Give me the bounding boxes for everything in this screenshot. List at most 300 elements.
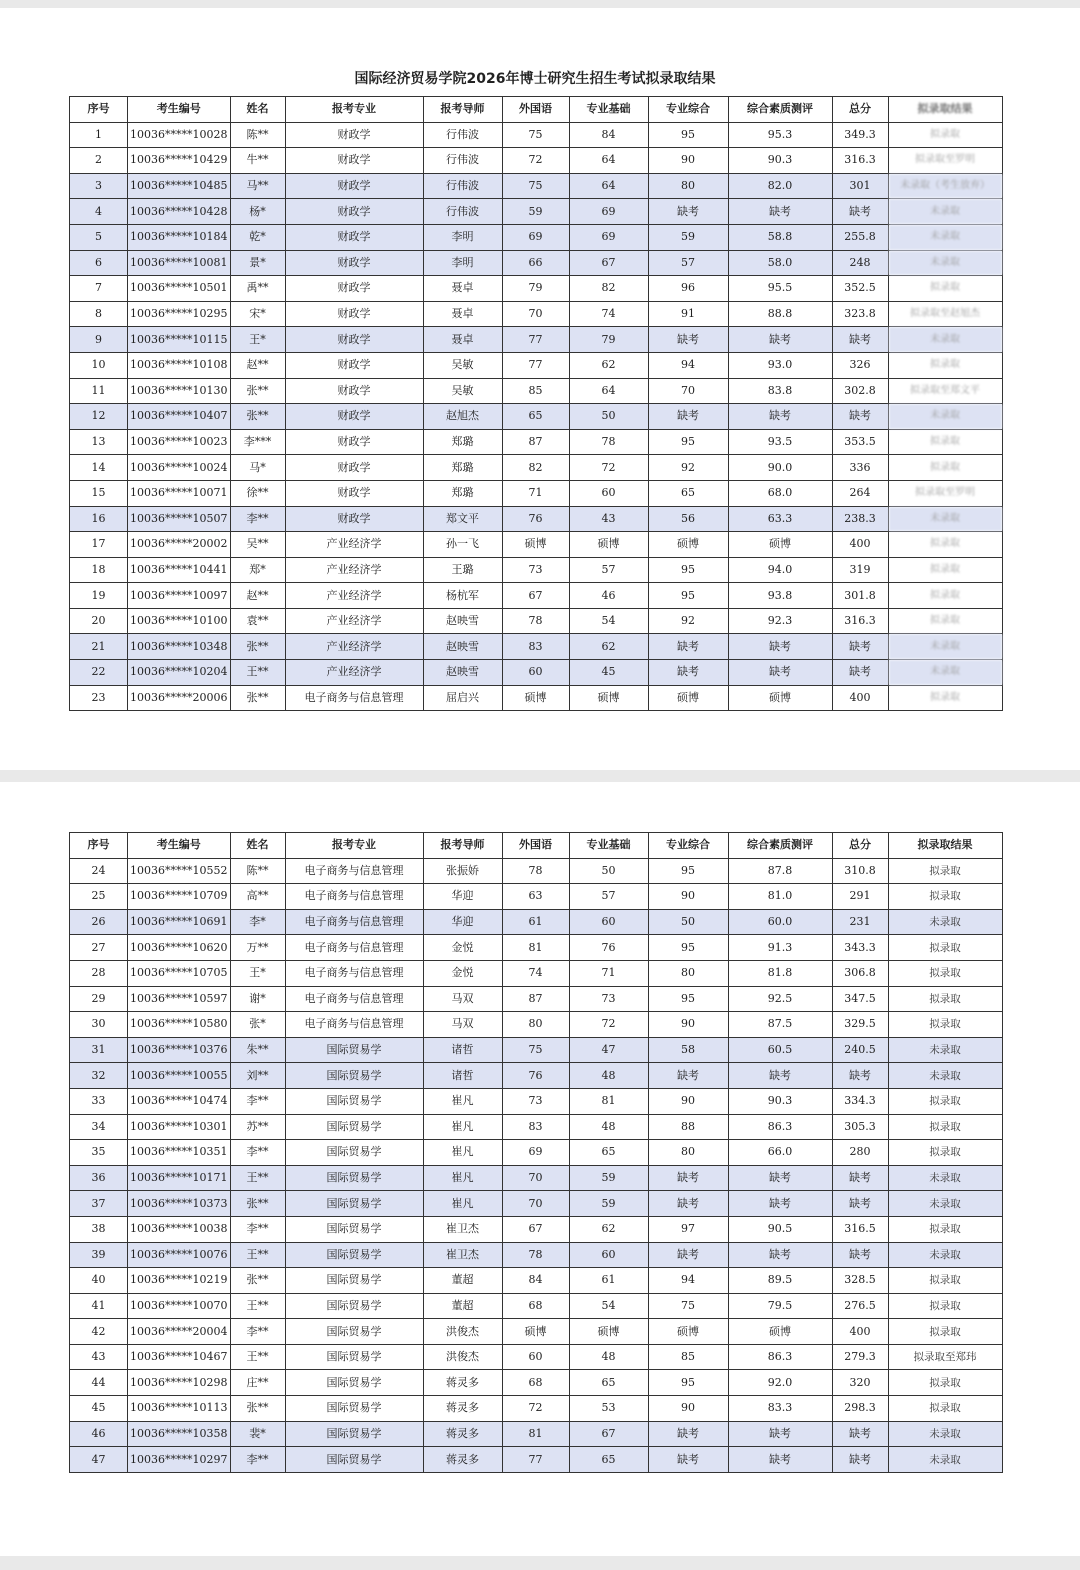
- cell-quality-score: 83.8: [728, 378, 832, 404]
- cell-major: 国际贸易学: [285, 1191, 423, 1217]
- cell-admission-result: 拟录取: [888, 986, 1002, 1012]
- cell-seq: 25: [70, 884, 128, 910]
- cell-seq: 19: [70, 583, 128, 609]
- cell-seq: 23: [70, 685, 128, 711]
- table-row: [70, 532, 1003, 558]
- cell-comprehensive-score: 92: [648, 608, 728, 634]
- cell-total-score: 298.3: [832, 1396, 888, 1422]
- cell-seq: 43: [70, 1344, 128, 1370]
- cell-candidate-name: 马*: [230, 455, 285, 481]
- cell-candidate-id: 10036*****10295: [128, 301, 231, 327]
- cell-major: 国际贸易学: [285, 1063, 423, 1089]
- cell-seq: 45: [70, 1396, 128, 1422]
- cell-seq: 29: [70, 986, 128, 1012]
- cell-total-score: 316.5: [832, 1216, 888, 1242]
- cell-candidate-name: 王**: [230, 1242, 285, 1268]
- table-row: [70, 685, 1003, 711]
- cell-major: 国际贸易学: [285, 1242, 423, 1268]
- cell-candidate-id: 10036*****20002: [128, 532, 231, 558]
- cell-admission-result: 拟录取: [888, 858, 1002, 884]
- cell-candidate-id: 10036*****10081: [128, 250, 231, 276]
- cell-advisor: 赵旭杰: [423, 404, 502, 430]
- cell-candidate-name: 马**: [230, 173, 285, 199]
- cell-foreign-language: 68: [502, 1370, 569, 1396]
- cell-basic-score: 74: [569, 301, 648, 327]
- cell-foreign-language: 68: [502, 1293, 569, 1319]
- cell-seq: 41: [70, 1293, 128, 1319]
- cell-comprehensive-score: 92: [648, 455, 728, 481]
- cell-basic-score: 65: [569, 1140, 648, 1166]
- cell-total-score: 400: [832, 685, 888, 711]
- cell-comprehensive-score: 90: [648, 1088, 728, 1114]
- cell-quality-score: 89.5: [728, 1268, 832, 1294]
- table-row: [70, 378, 1003, 404]
- cell-admission-result: 拟录取: [888, 1319, 1002, 1345]
- cell-basic-score: 57: [569, 557, 648, 583]
- header-seq: 序号: [70, 833, 128, 859]
- cell-candidate-name: 牛**: [230, 148, 285, 174]
- cell-candidate-id: 10036*****10038: [128, 1216, 231, 1242]
- cell-foreign-language: 69: [502, 224, 569, 250]
- cell-total-score: 352.5: [832, 276, 888, 302]
- cell-candidate-name: 陈**: [230, 122, 285, 148]
- cell-candidate-id: 10036*****10485: [128, 173, 231, 199]
- cell-advisor: 崔卫杰: [423, 1242, 502, 1268]
- cell-admission-result: 拟录取: [888, 276, 1002, 302]
- cell-basic-score: 53: [569, 1396, 648, 1422]
- header-row: [70, 97, 1003, 123]
- cell-foreign-language: 70: [502, 1165, 569, 1191]
- cell-candidate-id: 10036*****10130: [128, 378, 231, 404]
- cell-seq: 36: [70, 1165, 128, 1191]
- table-row: [70, 1114, 1003, 1140]
- cell-basic-score: 76: [569, 935, 648, 961]
- cell-total-score: 329.5: [832, 1012, 888, 1038]
- cell-foreign-language: 66: [502, 250, 569, 276]
- cell-admission-result: 拟录取: [888, 1293, 1002, 1319]
- header-major: 报考专业: [285, 97, 423, 123]
- cell-basic-score: 59: [569, 1165, 648, 1191]
- cell-foreign-language: 74: [502, 960, 569, 986]
- cell-major: 财政学: [285, 250, 423, 276]
- cell-total-score: 302.8: [832, 378, 888, 404]
- cell-basic-score: 64: [569, 173, 648, 199]
- table-row: [70, 404, 1003, 430]
- cell-comprehensive-score: 85: [648, 1344, 728, 1370]
- cell-major: 财政学: [285, 378, 423, 404]
- table-row: [70, 884, 1003, 910]
- cell-basic-score: 79: [569, 327, 648, 353]
- cell-candidate-name: 李*: [230, 909, 285, 935]
- cell-comprehensive-score: 缺考: [648, 1191, 728, 1217]
- cell-advisor: 崔凡: [423, 1191, 502, 1217]
- table-row: [70, 1447, 1003, 1473]
- cell-candidate-name: 张**: [230, 634, 285, 660]
- cell-seq: 40: [70, 1268, 128, 1294]
- cell-total-score: 306.8: [832, 960, 888, 986]
- cell-major: 财政学: [285, 199, 423, 225]
- cell-advisor: 洪俊杰: [423, 1344, 502, 1370]
- table-row: [70, 301, 1003, 327]
- cell-foreign-language: 87: [502, 986, 569, 1012]
- cell-seq: 22: [70, 660, 128, 686]
- table-row: [70, 909, 1003, 935]
- table-row: [70, 1319, 1003, 1345]
- cell-total-score: 238.3: [832, 506, 888, 532]
- cell-total-score: 310.8: [832, 858, 888, 884]
- cell-comprehensive-score: 94: [648, 352, 728, 378]
- cell-basic-score: 62: [569, 352, 648, 378]
- header-admission-result: 拟录取结果: [888, 833, 1002, 859]
- cell-seq: 14: [70, 455, 128, 481]
- cell-candidate-name: 李**: [230, 1140, 285, 1166]
- cell-candidate-name: 禹**: [230, 276, 285, 302]
- cell-basic-score: 硕博: [569, 685, 648, 711]
- cell-basic-score: 73: [569, 986, 648, 1012]
- table-row: [70, 224, 1003, 250]
- cell-basic-score: 62: [569, 634, 648, 660]
- cell-quality-score: 缺考: [728, 327, 832, 353]
- cell-candidate-name: 张**: [230, 404, 285, 430]
- cell-basic-score: 47: [569, 1037, 648, 1063]
- cell-quality-score: 缺考: [728, 1063, 832, 1089]
- cell-candidate-name: 裴*: [230, 1421, 285, 1447]
- cell-candidate-id: 10036*****10620: [128, 935, 231, 961]
- cell-candidate-id: 10036*****10441: [128, 557, 231, 583]
- cell-advisor: 洪俊杰: [423, 1319, 502, 1345]
- cell-foreign-language: 59: [502, 199, 569, 225]
- cell-seq: 1: [70, 122, 128, 148]
- cell-admission-result: 拟录取: [888, 1370, 1002, 1396]
- cell-comprehensive-score: 缺考: [648, 1447, 728, 1473]
- cell-candidate-id: 10036*****10076: [128, 1242, 231, 1268]
- cell-basic-score: 84: [569, 122, 648, 148]
- cell-candidate-name: 刘**: [230, 1063, 285, 1089]
- cell-comprehensive-score: 91: [648, 301, 728, 327]
- cell-quality-score: 92.5: [728, 986, 832, 1012]
- table-row: [70, 960, 1003, 986]
- cell-advisor: 赵映雪: [423, 608, 502, 634]
- cell-advisor: 屈启兴: [423, 685, 502, 711]
- cell-candidate-name: 陈**: [230, 858, 285, 884]
- cell-candidate-id: 10036*****10501: [128, 276, 231, 302]
- table-row: [70, 1088, 1003, 1114]
- cell-quality-score: 87.5: [728, 1012, 832, 1038]
- cell-admission-result: 拟录取: [888, 1012, 1002, 1038]
- cell-comprehensive-score: 97: [648, 1216, 728, 1242]
- cell-total-score: 缺考: [832, 1191, 888, 1217]
- table-row: [70, 250, 1003, 276]
- cell-advisor: 行伟波: [423, 148, 502, 174]
- cell-major: 产业经济学: [285, 660, 423, 686]
- cell-total-score: 320: [832, 1370, 888, 1396]
- cell-admission-result: 未录取: [888, 199, 1002, 225]
- cell-admission-result: 拟录取: [888, 1114, 1002, 1140]
- cell-comprehensive-score: 95: [648, 858, 728, 884]
- cell-candidate-name: 李**: [230, 1447, 285, 1473]
- cell-candidate-id: 10036*****10100: [128, 608, 231, 634]
- table-row: [70, 1344, 1003, 1370]
- cell-quality-score: 86.3: [728, 1114, 832, 1140]
- cell-quality-score: 93.0: [728, 352, 832, 378]
- cell-major: 国际贸易学: [285, 1037, 423, 1063]
- header-total-score: 总分: [832, 833, 888, 859]
- cell-seq: 47: [70, 1447, 128, 1473]
- table-row: [70, 1216, 1003, 1242]
- cell-admission-result: 未录取: [888, 404, 1002, 430]
- cell-quality-score: 92.3: [728, 608, 832, 634]
- cell-quality-score: 缺考: [728, 1421, 832, 1447]
- cell-advisor: 赵映雪: [423, 660, 502, 686]
- cell-seq: 2: [70, 148, 128, 174]
- cell-advisor: 杨杭军: [423, 583, 502, 609]
- cell-comprehensive-score: 95: [648, 557, 728, 583]
- cell-major: 财政学: [285, 480, 423, 506]
- cell-seq: 27: [70, 935, 128, 961]
- table-row: [70, 557, 1003, 583]
- cell-advisor: 马双: [423, 1012, 502, 1038]
- cell-total-score: 323.8: [832, 301, 888, 327]
- cell-candidate-name: 王*: [230, 960, 285, 986]
- cell-foreign-language: 79: [502, 276, 569, 302]
- table-row: [70, 1063, 1003, 1089]
- cell-advisor: 郑璐: [423, 480, 502, 506]
- cell-major: 国际贸易学: [285, 1344, 423, 1370]
- cell-total-score: 334.3: [832, 1088, 888, 1114]
- cell-candidate-id: 10036*****10070: [128, 1293, 231, 1319]
- cell-candidate-name: 李**: [230, 1216, 285, 1242]
- cell-admission-result: 拟录取至赵旭杰: [888, 301, 1002, 327]
- cell-comprehensive-score: 缺考: [648, 1242, 728, 1268]
- cell-quality-score: 60.5: [728, 1037, 832, 1063]
- cell-foreign-language: 65: [502, 404, 569, 430]
- cell-comprehensive-score: 缺考: [648, 404, 728, 430]
- header-advisor: 报考导师: [423, 833, 502, 859]
- cell-foreign-language: 85: [502, 378, 569, 404]
- table-row: [70, 1037, 1003, 1063]
- cell-basic-score: 48: [569, 1114, 648, 1140]
- cell-candidate-id: 10036*****10055: [128, 1063, 231, 1089]
- cell-candidate-name: 王**: [230, 1165, 285, 1191]
- cell-candidate-name: 张**: [230, 685, 285, 711]
- cell-candidate-id: 10036*****10580: [128, 1012, 231, 1038]
- cell-candidate-id: 10036*****10171: [128, 1165, 231, 1191]
- cell-candidate-name: 徐**: [230, 480, 285, 506]
- cell-advisor: 董超: [423, 1268, 502, 1294]
- cell-advisor: 孙一飞: [423, 532, 502, 558]
- cell-foreign-language: 78: [502, 858, 569, 884]
- cell-admission-result: 拟录取: [888, 1268, 1002, 1294]
- cell-seq: 20: [70, 608, 128, 634]
- cell-basic-score: 82: [569, 276, 648, 302]
- cell-comprehensive-score: 58: [648, 1037, 728, 1063]
- cell-foreign-language: 84: [502, 1268, 569, 1294]
- cell-admission-result: 拟录取: [888, 935, 1002, 961]
- cell-basic-score: 67: [569, 250, 648, 276]
- cell-advisor: 吴敏: [423, 352, 502, 378]
- cell-advisor: 行伟波: [423, 122, 502, 148]
- cell-comprehensive-score: 75: [648, 1293, 728, 1319]
- cell-candidate-name: 王**: [230, 1293, 285, 1319]
- cell-quality-score: 92.0: [728, 1370, 832, 1396]
- cell-comprehensive-score: 90: [648, 884, 728, 910]
- table-row: [70, 429, 1003, 455]
- cell-advisor: 诸哲: [423, 1063, 502, 1089]
- cell-candidate-id: 10036*****10351: [128, 1140, 231, 1166]
- cell-foreign-language: 72: [502, 1396, 569, 1422]
- cell-candidate-id: 10036*****10028: [128, 122, 231, 148]
- cell-quality-score: 缺考: [728, 660, 832, 686]
- cell-candidate-id: 10036*****10113: [128, 1396, 231, 1422]
- cell-seq: 13: [70, 429, 128, 455]
- cell-admission-result: 未录取: [888, 224, 1002, 250]
- table-row: [70, 1012, 1003, 1038]
- cell-foreign-language: 77: [502, 1447, 569, 1473]
- cell-basic-score: 硕博: [569, 532, 648, 558]
- cell-quality-score: 79.5: [728, 1293, 832, 1319]
- cell-major: 国际贸易学: [285, 1114, 423, 1140]
- cell-seq: 21: [70, 634, 128, 660]
- cell-quality-score: 93.5: [728, 429, 832, 455]
- cell-seq: 31: [70, 1037, 128, 1063]
- cell-advisor: 王璐: [423, 557, 502, 583]
- cell-seq: 7: [70, 276, 128, 302]
- cell-basic-score: 50: [569, 858, 648, 884]
- cell-major: 财政学: [285, 352, 423, 378]
- cell-comprehensive-score: 95: [648, 583, 728, 609]
- cell-foreign-language: 60: [502, 660, 569, 686]
- cell-major: 电子商务与信息管理: [285, 685, 423, 711]
- cell-total-score: 301: [832, 173, 888, 199]
- cell-major: 电子商务与信息管理: [285, 986, 423, 1012]
- cell-quality-score: 81.8: [728, 960, 832, 986]
- cell-total-score: 279.3: [832, 1344, 888, 1370]
- cell-admission-result: 拟录取至罗明: [888, 148, 1002, 174]
- cell-total-score: 319: [832, 557, 888, 583]
- header-basic-score: 专业基础: [569, 833, 648, 859]
- header-advisor: 报考导师: [423, 97, 502, 123]
- cell-admission-result: 未录取: [888, 634, 1002, 660]
- cell-quality-score: 91.3: [728, 935, 832, 961]
- cell-basic-score: 48: [569, 1344, 648, 1370]
- cell-major: 财政学: [285, 429, 423, 455]
- cell-candidate-name: 苏**: [230, 1114, 285, 1140]
- cell-admission-result: 拟录取至郑文平: [888, 378, 1002, 404]
- cell-admission-result: 未录取: [888, 1063, 1002, 1089]
- table-row: [70, 1165, 1003, 1191]
- cell-total-score: 缺考: [832, 1242, 888, 1268]
- cell-candidate-name: 万**: [230, 935, 285, 961]
- cell-quality-score: 缺考: [728, 199, 832, 225]
- cell-quality-score: 60.0: [728, 909, 832, 935]
- cell-foreign-language: 70: [502, 1191, 569, 1217]
- cell-admission-result: 拟录取: [888, 1396, 1002, 1422]
- cell-basic-score: 54: [569, 1293, 648, 1319]
- cell-total-score: 缺考: [832, 199, 888, 225]
- cell-total-score: 264: [832, 480, 888, 506]
- header-comprehensive-score: 专业综合: [648, 97, 728, 123]
- cell-advisor: 郑璐: [423, 429, 502, 455]
- cell-candidate-name: 高**: [230, 884, 285, 910]
- cell-quality-score: 缺考: [728, 1191, 832, 1217]
- cell-seq: 38: [70, 1216, 128, 1242]
- cell-advisor: 崔卫杰: [423, 1216, 502, 1242]
- cell-admission-result: 未录取: [888, 1191, 1002, 1217]
- cell-candidate-id: 10036*****10023: [128, 429, 231, 455]
- cell-quality-score: 95.5: [728, 276, 832, 302]
- cell-comprehensive-score: 95: [648, 122, 728, 148]
- cell-admission-result: 拟录取: [888, 1216, 1002, 1242]
- cell-admission-result: 未录取: [888, 250, 1002, 276]
- cell-basic-score: 59: [569, 1191, 648, 1217]
- cell-major: 国际贸易学: [285, 1370, 423, 1396]
- cell-basic-score: 60: [569, 1242, 648, 1268]
- cell-major: 国际贸易学: [285, 1088, 423, 1114]
- cell-advisor: 郑璐: [423, 455, 502, 481]
- cell-basic-score: 71: [569, 960, 648, 986]
- cell-comprehensive-score: 95: [648, 1370, 728, 1396]
- table-row: [70, 480, 1003, 506]
- header-major: 报考专业: [285, 833, 423, 859]
- cell-foreign-language: 87: [502, 429, 569, 455]
- cell-major: 国际贸易学: [285, 1268, 423, 1294]
- cell-comprehensive-score: 50: [648, 909, 728, 935]
- cell-candidate-name: 李***: [230, 429, 285, 455]
- cell-candidate-id: 10036*****10597: [128, 986, 231, 1012]
- cell-admission-result: 未录取: [888, 1447, 1002, 1473]
- cell-admission-result: 拟录取: [888, 1140, 1002, 1166]
- cell-major: 电子商务与信息管理: [285, 960, 423, 986]
- cell-quality-score: 硕博: [728, 1319, 832, 1345]
- cell-candidate-name: 李**: [230, 1088, 285, 1114]
- cell-total-score: 缺考: [832, 327, 888, 353]
- table-row: [70, 455, 1003, 481]
- cell-seq: 33: [70, 1088, 128, 1114]
- cell-admission-result: 未录取: [888, 1165, 1002, 1191]
- cell-admission-result: 未录取（考生放弃）: [888, 173, 1002, 199]
- cell-total-score: 336: [832, 455, 888, 481]
- cell-comprehensive-score: 缺考: [648, 199, 728, 225]
- cell-foreign-language: 76: [502, 1063, 569, 1089]
- cell-advisor: 蒋灵多: [423, 1396, 502, 1422]
- cell-candidate-id: 10036*****10429: [128, 148, 231, 174]
- cell-advisor: 崔凡: [423, 1088, 502, 1114]
- cell-seq: 8: [70, 301, 128, 327]
- cell-advisor: 蒋灵多: [423, 1447, 502, 1473]
- cell-quality-score: 66.0: [728, 1140, 832, 1166]
- cell-basic-score: 48: [569, 1063, 648, 1089]
- cell-candidate-id: 10036*****10407: [128, 404, 231, 430]
- cell-basic-score: 57: [569, 884, 648, 910]
- table-row: [70, 1191, 1003, 1217]
- header-admission-result: 拟录取结果: [888, 97, 1002, 123]
- table-row: [70, 1268, 1003, 1294]
- cell-advisor: 聂卓: [423, 276, 502, 302]
- cell-foreign-language: 73: [502, 1088, 569, 1114]
- cell-admission-result: 拟录取: [888, 352, 1002, 378]
- cell-total-score: 缺考: [832, 1165, 888, 1191]
- cell-basic-score: 78: [569, 429, 648, 455]
- cell-major: 电子商务与信息管理: [285, 884, 423, 910]
- table-row: [70, 1242, 1003, 1268]
- header-foreign-language: 外国语: [502, 97, 569, 123]
- cell-candidate-name: 朱**: [230, 1037, 285, 1063]
- cell-advisor: 李明: [423, 250, 502, 276]
- cell-comprehensive-score: 59: [648, 224, 728, 250]
- cell-total-score: 缺考: [832, 1447, 888, 1473]
- cell-total-score: 276.5: [832, 1293, 888, 1319]
- header-candidate-id: 考生编号: [128, 97, 231, 123]
